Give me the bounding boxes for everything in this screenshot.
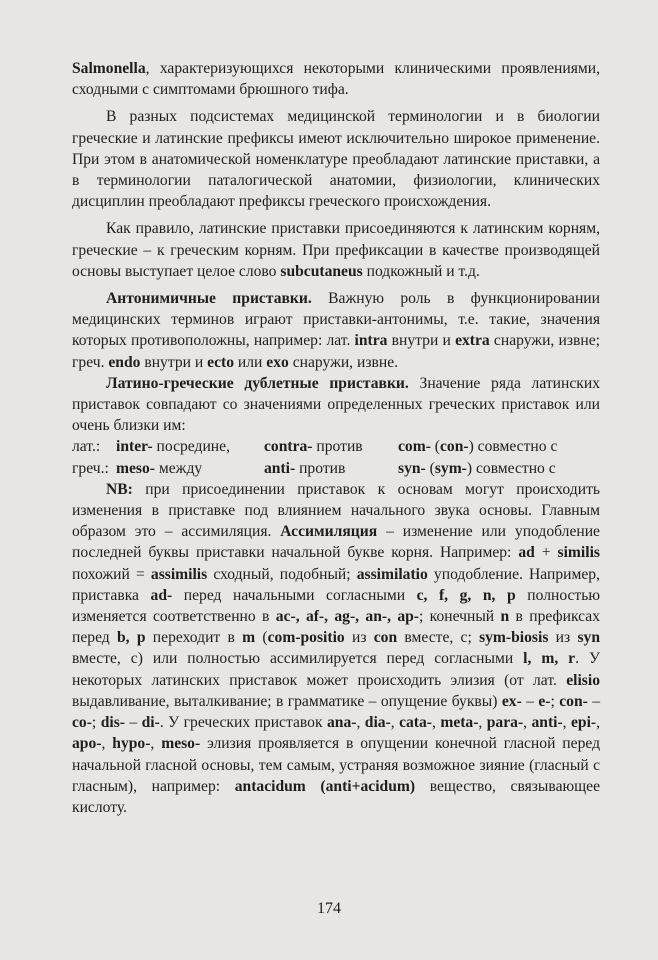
term-salmonella: Salmonella <box>72 60 146 77</box>
prefix-doublet-table <box>72 436 600 478</box>
paragraph-prefix-usage: В разных подсистемах медицинской терминологии и в биологии греческие и латинские префиксы имеют исключительно широкое применение. При этом в анатомической номенклатуре преобладают латинские приставки, а в терминологии паталогической анатомии, физиологии, клинических дисциплин преобладают префиксы греческого происхождения. <box>72 108 600 211</box>
nb-marker: NB: <box>106 480 133 498</box>
table-row: греч.: meso- между anti- против syn- (sym-) совместно с <box>72 459 556 477</box>
section-heading-doublet: Латино-греческие дублетные приставки. <box>106 374 409 392</box>
paragraph-antonymic-prefixes: Антонимичные приставки. Важную роль в функционировании медицинских терминов играют приставки-антонимы, т.е. такие, значения которых противоположны, например: лат. intra внутри и extra снаружи, извне; греч. endo внутри и ecto или exo снаружи, извне. <box>72 290 600 371</box>
section-heading-antonymic: Антонимичные приставки. <box>106 290 312 308</box>
paragraph-salmonella: Salmonella, характеризующихся некоторыми клиническими проявлениями, сходными с симптомами брюшного тифа. <box>72 60 600 99</box>
paragraph-prefixation-rule: Как правило, латинские приставки присоединяются к латинским корням, греческие – к греческим корням. При префиксации в качестве производящей основы выступает целое слово subcutaneus подкожный и т.д. <box>72 220 600 280</box>
paragraph-doublet-prefixes: Латино-греческие дублетные приставки. Значение ряда латинских приставок совпадают со значениями определенных греческих приставок или очень близки им: <box>72 374 601 435</box>
table-row: лат.: inter- посредине, contra- против com- (con-) совместно с <box>72 438 558 456</box>
page-number: 174 <box>317 900 341 917</box>
paragraph-assimilation: NB: при присоединении приставок к основам могут происходить изменения в приставке под влиянием начального звука основы. Главным образом это – ассимиляция. Ассимиляция – изменение или уподобление последней буквы приставки начальной букве корня. Например: ad + similis похожий = assimilis сходный, подобный; assimilatio уподобление. Например, приставка ad- перед начальными согласными c, f, g, n, p полностью изменяется соответственно в ac-, af-, ag-, an-, ap-; конечный n в префиксах перед b, p переходит в m (com-positio из con вместе, с; sym-biosis из syn вместе, с) или полностью ассимилируется перед согласными l, m, r. У некоторых латинских приставок может происходить элизия (от лат. elisio выдавливание, выталкивание; в грамматике – опущение буквы) ex- – e-; con- – co-; dis- – di-. У греческих приставок ana-, dia-, cata-, meta-, para-, anti-, epi-, apo-, hypo-, meso- элизия проявляется в опущении конечной гласной перед начальной гласной основы, тем самым, устраняя возможное зияние (гласный с гласным), например: antacidum (anti+acidum) вещество, связывающее кислоту. <box>72 480 601 816</box>
page-body <box>72 58 600 818</box>
term-subcutaneus: subcutaneus <box>280 262 363 280</box>
